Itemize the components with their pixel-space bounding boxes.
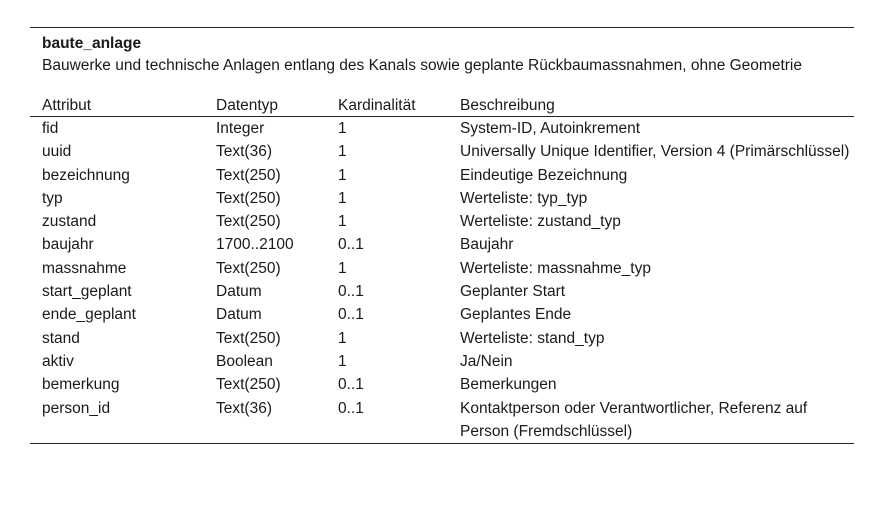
cell-beschreibung: Baujahr xyxy=(460,236,514,254)
cell-kardinalitaet: 1 xyxy=(338,213,347,231)
cell-attribut: bezeichnung xyxy=(42,166,130,184)
cell-attribut: bemerkung xyxy=(42,376,120,394)
cell-beschreibung: Geplanter Start xyxy=(460,283,566,301)
header-datentyp: Datentyp xyxy=(204,95,326,117)
cell-kardinalitaet: 0..1 xyxy=(338,376,364,394)
entity-description: Bauwerke und technische Anlagen entlang des Kanals sowie geplante Rückbaumassnahmen, ohne Geometrie xyxy=(42,57,802,74)
table-row xyxy=(30,257,854,280)
cell-beschreibung: Werteliste: zustand_typ xyxy=(460,213,621,231)
cell-attribut: typ xyxy=(42,189,63,207)
cell-attribut: baujahr xyxy=(42,236,94,254)
table-row xyxy=(30,397,854,444)
table-row xyxy=(30,350,854,373)
bottom-rule xyxy=(30,443,854,444)
cell-datentyp: Text(250) xyxy=(216,329,281,347)
cell-kardinalitaet: 1 xyxy=(338,352,347,370)
attribute-table xyxy=(30,95,854,443)
table-row xyxy=(30,303,854,326)
cell-datentyp: Integer xyxy=(216,120,265,137)
cell-beschreibung: Werteliste: massnahme_typ xyxy=(460,259,651,277)
cell-kardinalitaet: 0..1 xyxy=(338,399,364,417)
cell-datentyp: Text(250) xyxy=(216,166,281,184)
cell-beschreibung: Eindeutige Bezeichnung xyxy=(460,166,628,184)
cell-attribut: uuid xyxy=(42,143,72,161)
cell-attribut: person_id xyxy=(42,399,111,417)
cell-datentyp: Boolean xyxy=(216,352,273,370)
cell-datentyp: Text(36) xyxy=(216,143,272,161)
cell-beschreibung: Kontaktperson oder Verantwortlicher, Referenz auf Person (Fremdschlüssel) xyxy=(460,399,808,440)
cell-beschreibung: Geplantes Ende xyxy=(460,306,572,324)
cell-kardinalitaet: 0..1 xyxy=(338,283,364,301)
cell-kardinalitaet: 0..1 xyxy=(338,236,364,254)
entity-header xyxy=(30,28,854,77)
cell-kardinalitaet: 1 xyxy=(338,166,347,184)
table-row xyxy=(30,164,854,187)
cell-beschreibung: System-ID, Autoinkrement xyxy=(460,120,641,137)
cell-attribut: start_geplant xyxy=(42,283,132,301)
table-row xyxy=(30,140,854,163)
cell-datentyp: Text(250) xyxy=(216,189,281,207)
cell-beschreibung: Werteliste: typ_typ xyxy=(460,189,588,207)
cell-beschreibung: Universally Unique Identifier, Version 4 (Primärschlüssel) xyxy=(460,143,850,161)
cell-beschreibung: Werteliste: stand_typ xyxy=(460,329,605,347)
entity-title: baute_anlage xyxy=(42,35,142,52)
cell-datentyp: Datum xyxy=(216,306,262,324)
table-row xyxy=(30,280,854,303)
cell-kardinalitaet: 0..1 xyxy=(338,306,364,324)
cell-kardinalitaet: 1 xyxy=(338,120,347,137)
header-attribut: Attribut xyxy=(30,95,204,117)
cell-kardinalitaet: 1 xyxy=(338,259,347,277)
header-kardinalitaet: Kardinalität xyxy=(326,95,448,117)
cell-attribut: massnahme xyxy=(42,259,127,277)
table-row xyxy=(30,373,854,396)
table-row xyxy=(30,327,854,350)
cell-datentyp: 1700..2100 xyxy=(216,236,294,254)
cell-beschreibung: Ja/Nein xyxy=(460,352,513,370)
table-row xyxy=(30,117,854,141)
cell-attribut: ende_geplant xyxy=(42,306,136,324)
table-header-row xyxy=(30,95,854,117)
table-row xyxy=(30,187,854,210)
cell-attribut: zustand xyxy=(42,213,97,231)
cell-kardinalitaet: 1 xyxy=(338,143,347,161)
cell-datentyp: Datum xyxy=(216,283,262,301)
header-beschreibung: Beschreibung xyxy=(448,95,854,117)
cell-attribut: fid xyxy=(42,120,59,137)
cell-beschreibung: Bemerkungen xyxy=(460,376,557,394)
cell-kardinalitaet: 1 xyxy=(338,189,347,207)
cell-attribut: aktiv xyxy=(42,352,74,370)
table-row xyxy=(30,233,854,256)
cell-datentyp: Text(250) xyxy=(216,213,281,231)
table-row xyxy=(30,210,854,233)
document-section xyxy=(30,27,854,444)
cell-kardinalitaet: 1 xyxy=(338,329,347,347)
cell-datentyp: Text(36) xyxy=(216,399,272,417)
cell-datentyp: Text(250) xyxy=(216,259,281,277)
cell-datentyp: Text(250) xyxy=(216,376,281,394)
cell-attribut: stand xyxy=(42,329,80,347)
